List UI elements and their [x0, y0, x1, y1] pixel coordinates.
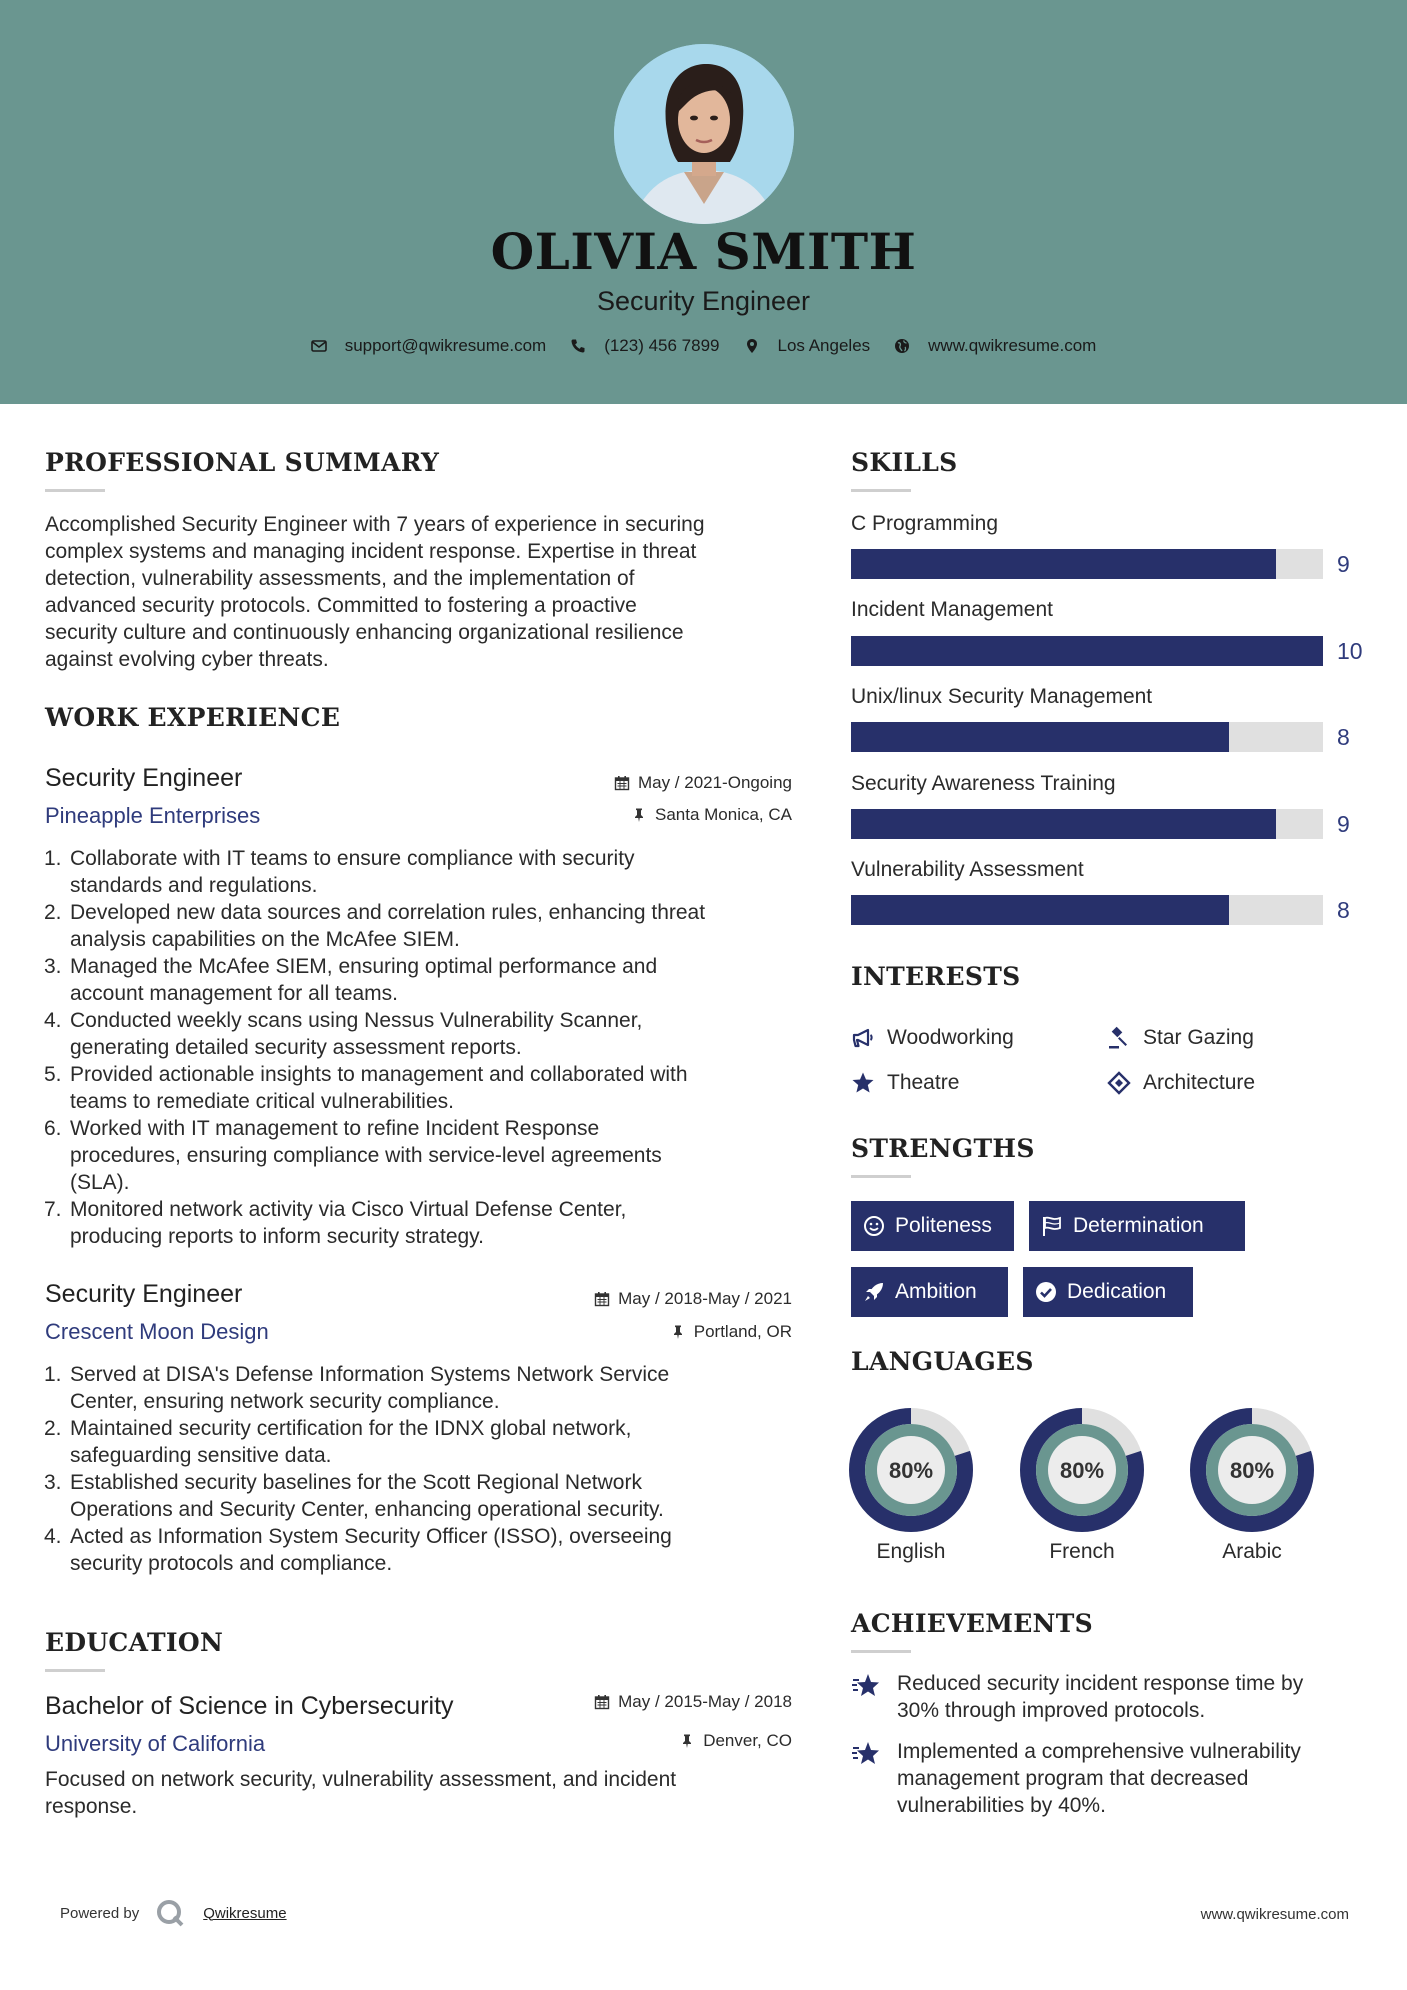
pushpin-icon — [631, 807, 647, 823]
calendar-icon — [614, 775, 630, 791]
achievement-text: Reduced security incident response time by 30% through improved protocols. — [897, 1672, 1304, 1722]
languages-heading: LANGUAGES — [851, 1347, 1034, 1376]
skill-bar-fill — [851, 809, 1276, 839]
contact-website[interactable] — [894, 336, 1096, 356]
profile-photo — [614, 44, 794, 224]
candidate-name: OLIVIA SMITH — [490, 222, 917, 281]
education-description — [45, 1766, 805, 1820]
pushpin-icon — [679, 1733, 695, 1749]
skills-heading: SKILLS — [851, 448, 958, 477]
list-item: 6. Worked with IT management to refine Incident Response procedures, ensuring compliance with service-level agreements (SLA). — [44, 1117, 662, 1194]
contact-phone-text: (123) 456 7899 — [604, 336, 720, 355]
footer-powered-by — [60, 1898, 287, 1928]
school-name: University of California — [45, 1731, 266, 1756]
interest-label: Architecture — [1143, 1071, 1256, 1094]
list-item: 1. Collaborate with IT teams to ensure compliance with security standards and regulations. — [44, 847, 635, 897]
skill-name: Incident Management — [851, 598, 1053, 621]
education-rule — [45, 1669, 105, 1672]
globe-icon — [894, 338, 910, 354]
skill-bar-fill — [851, 722, 1229, 752]
interest-label: Star Gazing — [1143, 1026, 1254, 1049]
strength-label: Dedication — [1067, 1280, 1167, 1303]
interest-item — [1107, 1071, 1255, 1095]
summary-line: complex systems and managing incident response. Expertise in threat — [45, 540, 697, 563]
donut-label: 80% — [1059, 1458, 1105, 1483]
summary-heading: PROFESSIONAL SUMMARY — [45, 448, 440, 477]
education-line: Focused on network security, vulnerability assessment, and incident — [45, 1768, 677, 1791]
bullhorn-icon — [851, 1026, 875, 1050]
strength-badge — [1029, 1201, 1245, 1251]
skill-value: 9 — [1337, 811, 1350, 837]
qwikresume-logo-icon — [155, 1898, 185, 1928]
job-role: Security Engineer — [45, 764, 243, 792]
achievements-rule — [851, 1650, 911, 1653]
pushpin-icon — [670, 1324, 686, 1340]
skill-value: 9 — [1337, 551, 1350, 577]
achievements-heading: ACHIEVEMENTS — [851, 1609, 1093, 1638]
education-location — [679, 1731, 792, 1751]
strength-badge — [851, 1267, 1008, 1317]
job-date — [594, 1289, 792, 1309]
skill-name: Vulnerability Assessment — [851, 858, 1084, 881]
interest-item — [1107, 1026, 1254, 1050]
skill-name: Security Awareness Training — [851, 772, 1116, 795]
skills-rule — [851, 489, 911, 492]
contact-email[interactable] — [311, 336, 547, 356]
skill-bar-fill — [851, 895, 1229, 925]
job-location-text: Portland, OR — [693, 1322, 792, 1341]
resume-header — [0, 0, 1407, 404]
footer-website[interactable]: www.qwikresume.com — [1200, 1906, 1349, 1923]
interests-heading: INTERESTS — [851, 962, 1021, 991]
degree-title: Bachelor of Science in Cybersecurity — [45, 1692, 454, 1720]
summary-line: against evolving cyber threats. — [45, 648, 329, 671]
strength-badge — [1023, 1267, 1193, 1317]
interest-item — [851, 1071, 959, 1095]
language-name: Arabic — [1222, 1540, 1282, 1563]
language-item — [1020, 1408, 1144, 1563]
flag-icon — [1041, 1215, 1063, 1237]
language-donut — [1190, 1408, 1314, 1532]
job-duties — [44, 845, 812, 1250]
contact-row — [0, 336, 1407, 356]
list-item: 4. Conducted weekly scans using Nessus Vulnerability Scanner, generating detailed security assessment reports. — [44, 1009, 643, 1059]
work-heading: WORK EXPERIENCE — [45, 703, 341, 732]
contact-email-text: support@qwikresume.com — [344, 336, 547, 355]
education-location-text: Denver, CO — [703, 1731, 792, 1750]
skill-name: Unix/linux Security Management — [851, 685, 1153, 708]
summary-text — [45, 511, 805, 673]
avatar — [614, 44, 794, 224]
calendar-icon — [594, 1291, 610, 1307]
skill-bar — [851, 895, 1323, 925]
job-date-text: May / 2021-Ongoing — [637, 773, 792, 792]
interest-label: Theatre — [887, 1071, 960, 1094]
skill-value: 10 — [1337, 638, 1363, 664]
map-marker-icon — [744, 338, 760, 354]
skill-bar — [851, 549, 1323, 579]
education-date — [594, 1692, 792, 1712]
envelope-icon — [311, 338, 327, 354]
gavel-icon — [1107, 1026, 1131, 1050]
summary-line: detection, vulnerability assessments, and the implementation of — [45, 567, 635, 590]
rocket-icon — [863, 1281, 885, 1303]
trophy-star-icon — [851, 1740, 883, 1770]
skill-bar — [851, 722, 1323, 752]
job-date — [614, 773, 792, 793]
summary-rule — [45, 489, 105, 492]
strength-badge — [851, 1201, 1014, 1251]
star-icon — [851, 1071, 875, 1095]
job-location — [670, 1322, 792, 1342]
list-item: 7. Monitored network activity via Cisco Virtual Defense Center, producing reports to inform security strategy. — [44, 1198, 627, 1248]
education-date-text: May / 2015-May / 2018 — [618, 1692, 792, 1711]
job-location-text: Santa Monica, CA — [654, 805, 792, 824]
skill-name: C Programming — [851, 512, 999, 535]
job-role: Security Engineer — [45, 1280, 243, 1308]
skill-bar — [851, 636, 1323, 666]
interest-label: Woodworking — [887, 1026, 1014, 1049]
contact-location — [744, 336, 871, 356]
list-item: 1. Served at DISA's Defense Information Systems Network Service Center, ensuring network security compliance. — [44, 1363, 670, 1413]
check-circle-icon — [1035, 1281, 1057, 1303]
language-item — [849, 1408, 973, 1563]
powered-by-text: Powered by — [60, 1904, 140, 1922]
strength-label: Politeness — [895, 1214, 992, 1237]
contact-website-text: www.qwikresume.com — [928, 336, 1097, 355]
skill-value: 8 — [1337, 724, 1350, 750]
education-heading: EDUCATION — [45, 1628, 224, 1657]
language-item — [1190, 1408, 1314, 1563]
education-line: response. — [45, 1795, 138, 1818]
strength-label: Determination — [1073, 1214, 1204, 1237]
contact-phone[interactable] — [570, 336, 719, 356]
job-company: Pineapple Enterprises — [45, 803, 261, 828]
language-name: English — [876, 1540, 946, 1563]
list-item: 3. Established security baselines for the Scott Regional Network Operations and Security Center, enhancing operational security. — [44, 1471, 664, 1521]
achievement-item — [851, 1670, 1371, 1724]
language-name: French — [1049, 1540, 1115, 1563]
list-item: 2. Developed new data sources and correlation rules, enhancing threat analysis capabilities on the McAfee SIEM. — [44, 901, 706, 951]
smile-icon — [863, 1215, 885, 1237]
list-item: 5. Provided actionable insights to management and collaborated with teams to remediate critical vulnerabilities. — [44, 1063, 688, 1113]
job-company: Crescent Moon Design — [45, 1319, 269, 1344]
skill-value: 8 — [1337, 897, 1350, 923]
skill-bar — [851, 809, 1323, 839]
strengths-rule — [851, 1175, 911, 1178]
job-location — [631, 805, 792, 825]
summary-line: Accomplished Security Engineer with 7 years of experience in securing — [45, 513, 705, 536]
skill-bar-fill — [851, 549, 1276, 579]
list-item: 2. Maintained security certification for the IDNX global network, safeguarding sensitive data. — [44, 1417, 632, 1467]
brand-link[interactable]: Qwikresume — [203, 1904, 287, 1922]
calendar-icon — [594, 1694, 610, 1710]
summary-line: advanced security protocols. Committed to fostering a proactive — [45, 594, 637, 617]
language-donut — [849, 1408, 973, 1532]
list-item: 4. Acted as Information System Security Officer (ISSO), overseeing security protocols and compliance. — [44, 1525, 672, 1575]
phone-icon — [570, 338, 586, 354]
skill-bar-fill — [851, 636, 1323, 666]
strengths-heading: STRENGTHS — [851, 1134, 1035, 1163]
job-date-text: May / 2018-May / 2021 — [618, 1289, 792, 1308]
job-duties — [44, 1361, 812, 1577]
language-donut — [1020, 1408, 1144, 1532]
ticket-icon — [1107, 1071, 1131, 1095]
contact-location-text: Los Angeles — [777, 336, 871, 355]
strength-label: Ambition — [895, 1280, 977, 1303]
achievement-text: Implemented a comprehensive vulnerability management program that decreased vulnerabilities by 40%. — [897, 1740, 1301, 1817]
summary-line: security culture and continuously enhancing organizational resilience — [45, 621, 684, 644]
donut-label: 80% — [1229, 1458, 1275, 1483]
list-item: 3. Managed the McAfee SIEM, ensuring optimal performance and account management for all teams. — [44, 955, 658, 1005]
interest-item — [851, 1026, 1014, 1050]
achievement-item — [851, 1738, 1371, 1819]
trophy-star-icon — [851, 1672, 883, 1702]
candidate-title: Security Engineer — [596, 286, 811, 316]
donut-label: 80% — [888, 1458, 934, 1483]
